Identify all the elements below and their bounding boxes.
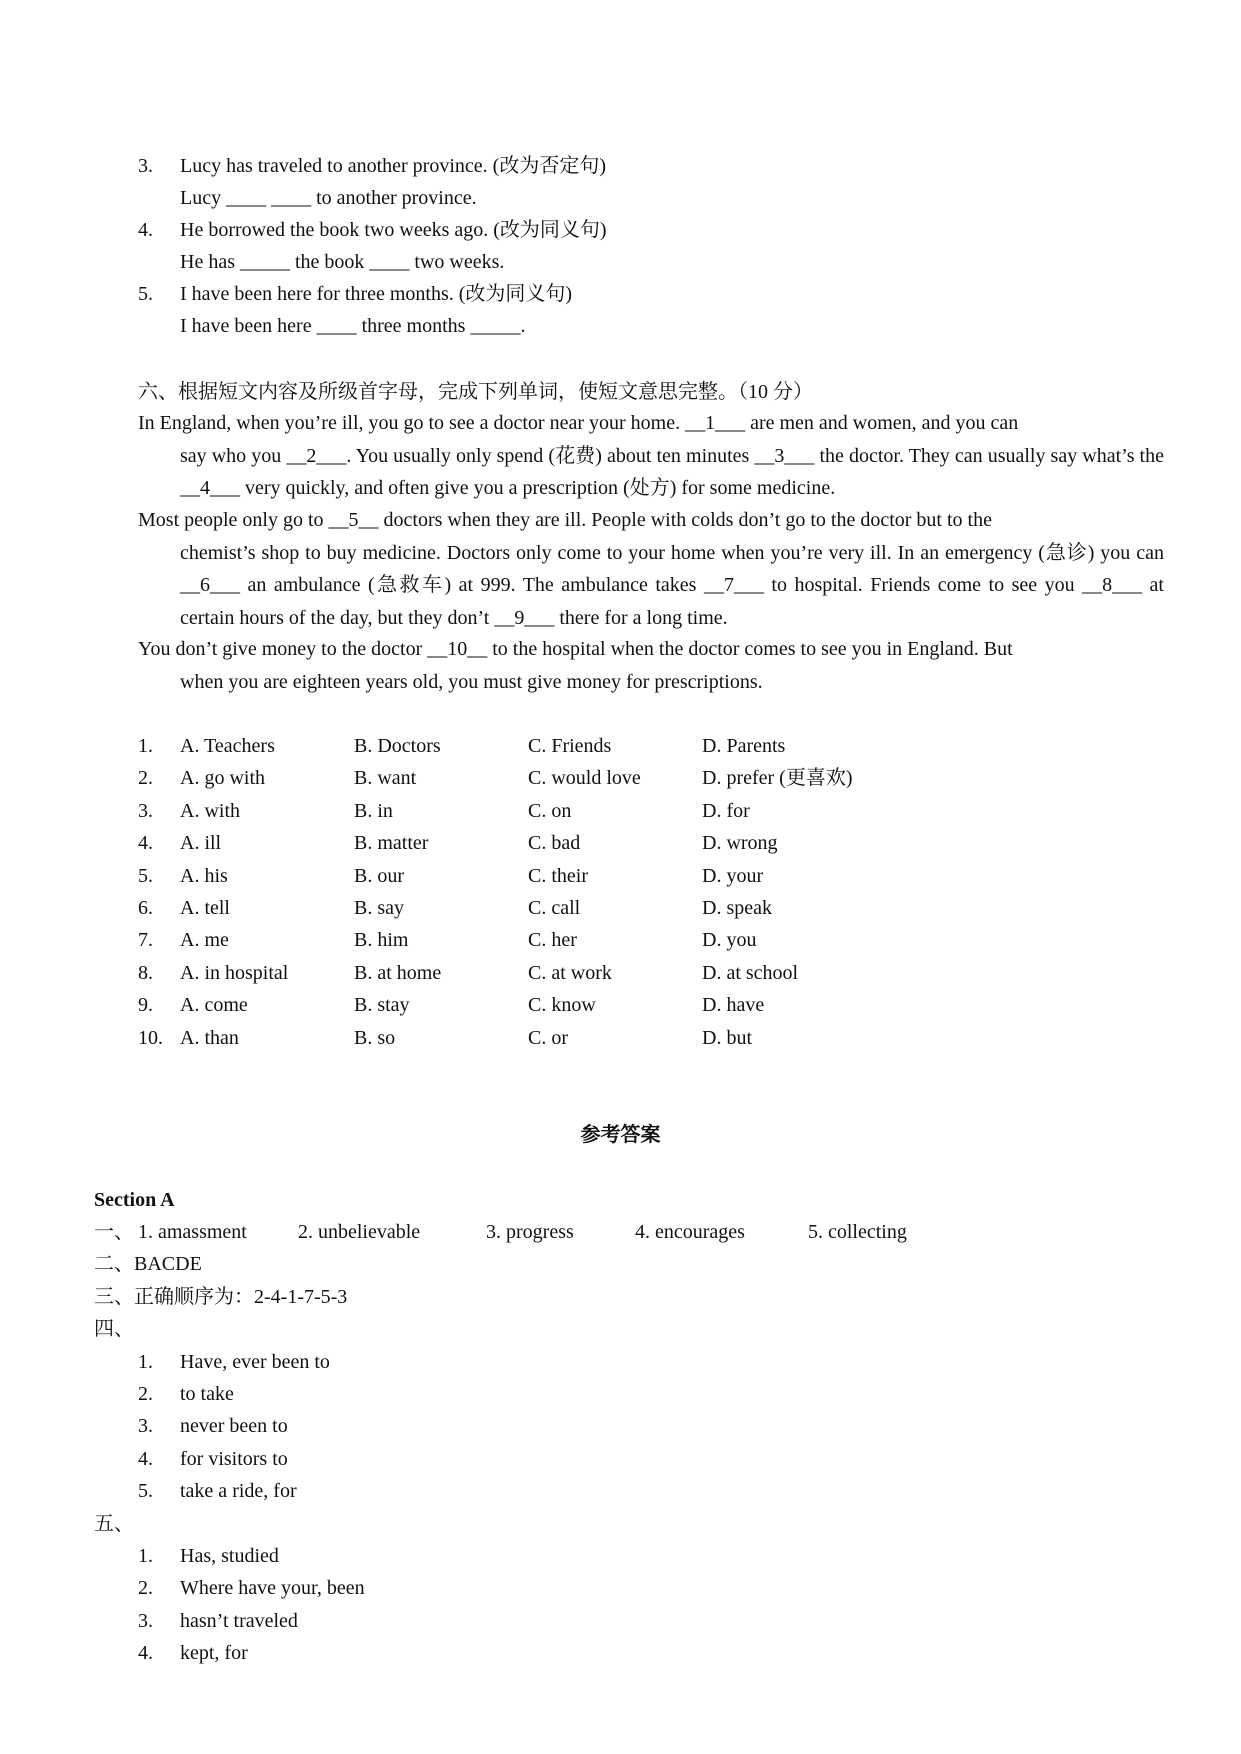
option-d: D. Parents xyxy=(702,735,786,757)
answer-number: 1. xyxy=(138,1545,153,1567)
option-a: A. me xyxy=(180,929,229,951)
option-c: C. Friends xyxy=(528,735,612,757)
option-d: D. but xyxy=(702,1027,752,1049)
option-number: 4. xyxy=(138,832,153,854)
answer-key-title: 参考答案 xyxy=(580,1124,661,1146)
option-b: B. Doctors xyxy=(354,735,441,757)
option-a: A. tell xyxy=(180,897,230,919)
option-d: D. you xyxy=(702,929,757,951)
answer-number: 5. xyxy=(138,1480,153,1502)
answer-part-2: 二、BACDE xyxy=(94,1253,202,1275)
option-d: D. for xyxy=(702,800,750,822)
option-d: D. at school xyxy=(702,962,799,984)
answer-number: 1. xyxy=(138,1351,153,1373)
option-row xyxy=(0,831,1241,855)
item-answer-line: He has _____ the book ____ two weeks. xyxy=(180,251,505,273)
paragraph-continuation: chemist’s shop to buy medicine. Doctors only come to your home when you’re very ill. In an emergency (急诊) you can __6___ an ambulance (急救车) at 999. The ambulance takes __7___ to hospital. Friends come to see you __8___ at certain hours of the day, but they don’t __9___ there for a long time. xyxy=(180,541,1164,629)
option-d: D. prefer (更喜欢) xyxy=(702,767,853,789)
answer-number: 2. xyxy=(138,1383,153,1405)
item-sentence: Lucy has traveled to another province. (改为否定句) xyxy=(180,155,606,177)
option-row xyxy=(0,766,1241,790)
option-c: C. would love xyxy=(528,767,641,789)
answer-item: 3. progress xyxy=(486,1221,574,1243)
option-number: 7. xyxy=(138,929,153,951)
answer-text: Have, ever been to xyxy=(180,1351,330,1373)
answer-part-3: 三、正确顺序为：2-4-1-7-5-3 xyxy=(94,1286,348,1308)
paragraph-first-line: You don’t give money to the doctor __10__ to the hospital when the doctor comes to see you in England. But xyxy=(138,638,1013,660)
paragraph-first-line: Most people only go to __5__ doctors when they are ill. People with colds don’t go to the doctor but to the xyxy=(138,509,992,531)
item-number: 3. xyxy=(138,155,153,177)
option-b: B. in xyxy=(354,800,393,822)
option-a: A. Teachers xyxy=(180,735,275,757)
answer-number: 4. xyxy=(138,1448,153,1470)
answer-text: Has, studied xyxy=(180,1545,279,1567)
option-a: A. come xyxy=(180,994,248,1016)
item-number: 5. xyxy=(138,283,153,305)
item-answer-line: I have been here ____ three months _____. xyxy=(180,315,526,337)
option-number: 10. xyxy=(138,1027,163,1049)
item-number: 4. xyxy=(138,219,153,241)
item-answer-line: Lucy ____ ____ to another province. xyxy=(180,187,477,209)
option-c: C. bad xyxy=(528,832,581,854)
answer-text: hasn’t traveled xyxy=(180,1610,298,1632)
option-a: A. ill xyxy=(180,832,222,854)
option-row xyxy=(0,993,1241,1017)
answer-number: 3. xyxy=(138,1610,153,1632)
part-label: 一、 xyxy=(94,1221,134,1243)
option-a: A. go with xyxy=(180,767,265,789)
option-c: C. at work xyxy=(528,962,612,984)
option-c: C. on xyxy=(528,800,572,822)
option-number: 6. xyxy=(138,897,153,919)
option-number: 9. xyxy=(138,994,153,1016)
option-d: D. have xyxy=(702,994,765,1016)
option-b: B. matter xyxy=(354,832,429,854)
option-c: C. her xyxy=(528,929,577,951)
answer-text: to take xyxy=(180,1383,234,1405)
answer-item: 1. amassment xyxy=(138,1221,247,1243)
answer-text: kept, for xyxy=(180,1642,248,1664)
paragraph-first-line: In England, when you’re ill, you go to see a doctor near your home. __1___ are men and women, and you can xyxy=(138,412,1019,434)
answer-number: 2. xyxy=(138,1577,153,1599)
answer-text: for visitors to xyxy=(180,1448,288,1470)
passage-paragraph xyxy=(138,407,1164,505)
option-d: D. wrong xyxy=(702,832,778,854)
option-b: B. at home xyxy=(354,962,442,984)
answer-item: 4. encourages xyxy=(635,1221,745,1243)
option-row xyxy=(0,799,1241,823)
option-b: B. him xyxy=(354,929,409,951)
part-5-label: 五、 xyxy=(94,1513,134,1535)
option-c: C. their xyxy=(528,865,588,887)
section-heading: 六、根据短文内容及所级首字母，完成下列单词，使短文意思完整。（10 分） xyxy=(138,381,813,403)
option-number: 1. xyxy=(138,735,153,757)
answer-item: 2. unbelievable xyxy=(298,1221,421,1243)
answer-text: take a ride, for xyxy=(180,1480,297,1502)
part-4-label: 四、 xyxy=(94,1318,134,1340)
option-row xyxy=(0,1026,1241,1050)
option-b: B. so xyxy=(354,1027,396,1049)
answer-number: 4. xyxy=(138,1642,153,1664)
option-b: B. want xyxy=(354,767,417,789)
item-sentence: I have been here for three months. (改为同义句) xyxy=(180,283,573,305)
option-d: D. speak xyxy=(702,897,772,919)
item-sentence: He borrowed the book two weeks ago. (改为同义句) xyxy=(180,219,607,241)
option-number: 2. xyxy=(138,767,153,789)
passage-paragraph xyxy=(138,504,1164,634)
option-c: C. or xyxy=(528,1027,568,1049)
option-number: 5. xyxy=(138,865,153,887)
option-a: A. in hospital xyxy=(180,962,289,984)
option-row xyxy=(0,734,1241,758)
option-a: A. his xyxy=(180,865,228,887)
option-c: C. know xyxy=(528,994,596,1016)
option-c: C. call xyxy=(528,897,581,919)
answer-item: 5. collecting xyxy=(808,1221,907,1243)
option-row xyxy=(0,928,1241,952)
answer-part-1 xyxy=(0,1220,1241,1244)
section-a-label: Section A xyxy=(94,1189,175,1211)
option-row xyxy=(0,864,1241,888)
answer-number: 3. xyxy=(138,1415,153,1437)
passage-paragraph xyxy=(138,633,1164,698)
option-b: B. say xyxy=(354,897,404,919)
answer-text: Where have your, been xyxy=(180,1577,365,1599)
option-a: A. than xyxy=(180,1027,239,1049)
option-number: 8. xyxy=(138,962,153,984)
option-number: 3. xyxy=(138,800,153,822)
option-row xyxy=(0,896,1241,920)
option-b: B. our xyxy=(354,865,404,887)
paragraph-continuation: when you are eighteen years old, you must give money for prescriptions. xyxy=(180,670,763,693)
option-a: A. with xyxy=(180,800,240,822)
paragraph-continuation: say who you __2___. You usually only spend (花费) about ten minutes __3___ the doctor. They can usually say what’s the __4___ very quickly, and often give you a prescription (处方) for some medicine. xyxy=(180,444,1164,499)
answer-text: never been to xyxy=(180,1415,288,1437)
option-b: B. stay xyxy=(354,994,410,1016)
option-row xyxy=(0,961,1241,985)
option-d: D. your xyxy=(702,865,764,887)
